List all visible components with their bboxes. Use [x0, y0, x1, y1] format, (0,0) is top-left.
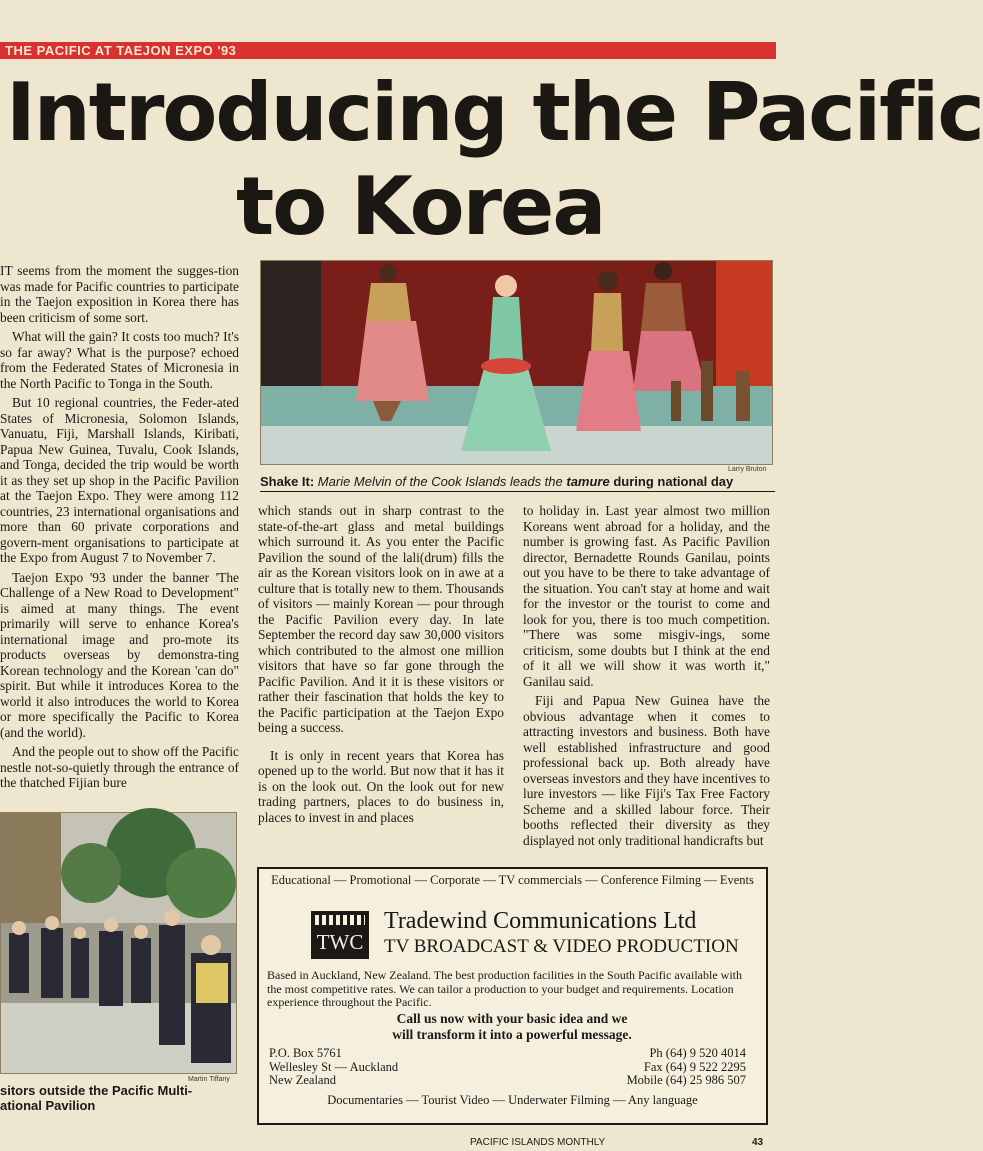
ad-phones [627, 1047, 746, 1088]
caption-line: sitors outside the Pacific Multi- [0, 1083, 193, 1098]
fax-number: Fax (64) 9 522 2295 [643, 1059, 746, 1074]
caption-end: during national day [609, 474, 734, 489]
ad-services-bottom: Documentaries — Tourist Video — Underwater Filming — Any language [327, 1093, 698, 1107]
film-strip-icon [315, 915, 365, 925]
address-line: New Zealand [269, 1073, 336, 1087]
paragraph: Fiji and Papua New Guinea have the obvious advantage when it comes to attracting investors and business. Both have well established infrastructure and good professional back up. Both already have overseas investors and they have incentives to lure investors — like Fiji's Tax Free Factory Scheme and a skilled labour force. Their booths reflected their diversity as they displayed not only traditional handicrafts but [523, 693, 770, 848]
cta-line: will transform it into a powerful message. [392, 1027, 632, 1042]
article-column-3 [523, 503, 770, 852]
mobile-number: Mobile (64) 25 986 507 [626, 1073, 746, 1087]
company-name: Tradewind Communications Ltd [384, 908, 697, 934]
photo-credit: Larry Bruton [728, 466, 767, 473]
crowd-photo [0, 812, 237, 1074]
caption-line: ational Pavilion [0, 1098, 96, 1113]
photo-caption [0, 1083, 240, 1113]
photo-credit: Martin Tiffany [188, 1076, 230, 1083]
phone-number: Ph (64) 9 520 4014 [649, 1046, 746, 1060]
caption-emphasis: tamure [566, 474, 610, 489]
ad-address [269, 1047, 398, 1088]
magazine-name: PACIFIC ISLANDS MONTHLY [470, 1137, 606, 1148]
paragraph: which stands out in sharp contrast to the state-of-the-art glass and metal buildings which surround it. As you enter the Pacific Pavilion the sound of the lali(drum) fills the air as the Korean visitors look on in awe at a culture that is totally new to them. Thousands of visitors — mainly Korean — pour through the Pacific Pavilion every day. In late September the record day saw 30,000 visitors which contributed to the almost one million visitors that have so far gone through the Pacific Pavilion. And it it is these visitors or rather their fascination that holds the key to the Pacific participation at the Taejon Expo being a success. [258, 503, 504, 735]
ad-services-top: Educational — Promotional — Corporate — TV commercials — Conference Filming — Events [271, 873, 754, 887]
address-line: P.O. Box 5761 [269, 1046, 342, 1060]
cta-line: Call us now with your basic idea and we [396, 1011, 628, 1026]
advertisement-box [257, 867, 768, 1125]
paragraph: IT seems from the moment the sugges-tion was made for Pacific countries to participate in the Taejon exposition in Korea there has been criticism of some sort. [0, 263, 239, 325]
headline-line-2: to Korea [236, 160, 605, 253]
ad-body: Based in Auckland, New Zealand. The best production facilities in the South Pacific available with the most competitive rates. We can tailor a production to your budget and requirements. Location experience throughout the Pacific. [267, 968, 742, 1009]
caption-lead: Shake It: [260, 474, 315, 489]
section-label: THE PACIFIC AT TAEJON EXPO '93 [5, 43, 237, 58]
caption-text: Marie Melvin of the Cook Islands leads the [314, 474, 567, 489]
paragraph: It is only in recent years that Korea has opened up to the world. But now that it has it is on the look out. On the look out for new trading partners, places to do business in, places to invest in and places [258, 747, 504, 825]
logo-text: TWC [316, 930, 364, 954]
paragraph: to holiday in. Last year almost two million Koreans went abroad for a holiday, and the number is growing fast. As Pacific Pavilion director, Bernadette Rounds Ganilau, points out you have to be there to take advantage of the situation. You can't stay at home and wait for the investor or the tourist to come and look for you, there is too much competition. "There was some misgiv-ings, some criticism, some doubts but I think at the end of it all we will show it was worth it," Ganilau said. [523, 503, 770, 689]
headline-line-1: Introducing the Pacific [6, 66, 983, 159]
call-to-action [267, 1011, 757, 1043]
page-number: 43 [752, 1137, 764, 1148]
paragraph: And the people out to show off the Pacific nestle not-so-quietly through the entrance of the thatched Fijian bure [0, 744, 239, 790]
crowd-photo-image [1, 813, 236, 1073]
article-column-2 [258, 503, 504, 829]
paragraph: What will the gain? It costs too much? It's so far away? What is the purpose? echoed from the Federated States of Micronesia in the North Pacific to Tonga in the South. [0, 329, 239, 391]
article-column-1 [0, 263, 239, 795]
paragraph: Taejon Expo '93 under the banner 'The Challenge of a New Road to Development" is aimed at many things. The event primarily will serve to enhance Korea's international image and pro-mote its products overseas by demonstra-ting Korean technology and the Korean 'can do" spirit. But while it introduces Korea to the world it also introduces the world to Korea or more specifically the Pacific to Korea (and the world). [0, 569, 239, 740]
address-line: Wellesley St — Auckland [269, 1059, 399, 1074]
dance-photo [260, 260, 773, 465]
paragraph: But 10 regional countries, the Feder-ated States of Micronesia, Solomon Islands, Vanuatu, Fiji, Marshall Islands, Kiribati, Papua New Guinea, Tuvalu, Cook Islands, and Tonga, decided the trip would be worth it as they set up shop in the Pacific Pavilion at the Taejon Expo. They were among 112 countries, 23 international organisations and more than 60 private corporations and govern-ment organisations to participate at the Expo from August 7 to November 7. [0, 395, 239, 565]
company-tagline: TV BROADCAST & VIDEO PRODUCTION [384, 936, 739, 957]
photo-caption [260, 474, 775, 492]
dance-photo-image [261, 261, 772, 464]
twc-logo [311, 911, 369, 959]
